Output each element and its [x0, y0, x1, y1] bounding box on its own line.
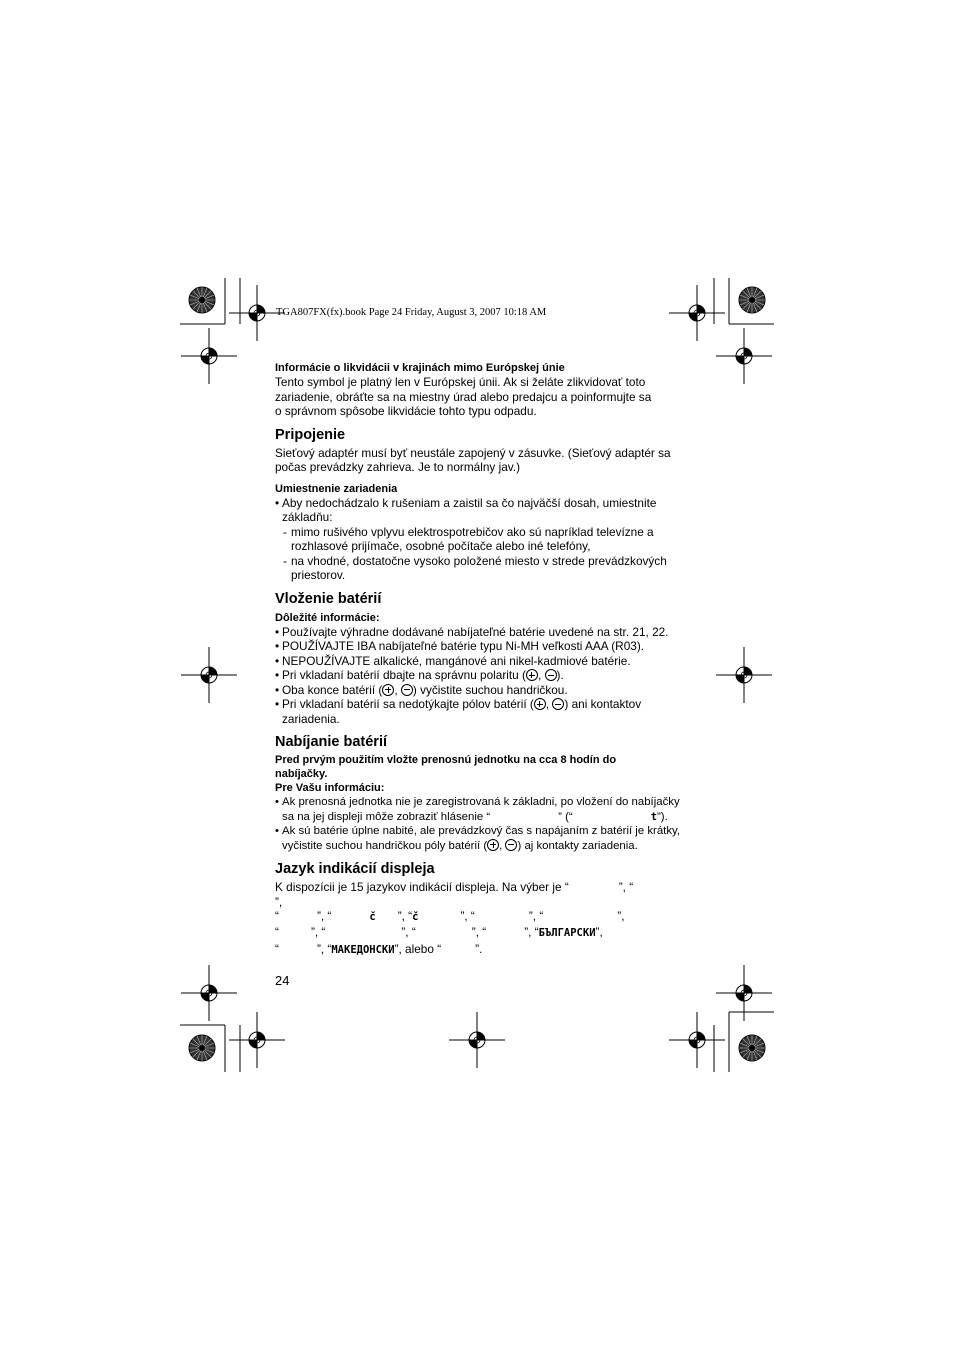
crosshair-icon [716, 647, 772, 703]
batteries-heading: Vloženie batérií [275, 590, 382, 607]
minus-pole-icon [505, 839, 517, 851]
minus-pole-icon [401, 684, 413, 696]
list-item: • Používajte výhradne dodávané nabíjateľné batérie uvedené na str. 21, 22. [275, 624, 669, 639]
list-item: • POUŽÍVAJTE IBA nabíjateľné batérie typu Ni-MH veľkosti AAA (R03). [275, 639, 645, 653]
important-heading: Dôležité informácie: [275, 611, 380, 624]
language-heading: Jazyk indikácií displeja [275, 861, 435, 877]
info-heading: Pre Vašu informáciu: [275, 782, 385, 794]
list-item: - na vhodné, dostatočne vysoko položené miesto v strede prevádzkových priestorov. [283, 553, 667, 582]
crosshair-icon [449, 1012, 505, 1068]
crosshair-icon [716, 965, 772, 1021]
language-line: “ ”, “МАКЕДОНСКИ”, alebo “ ”. [275, 942, 483, 956]
connection-line: počas prevádzky zahrieva. Je to normálny jav.) [275, 460, 521, 474]
color-target-icon [739, 287, 765, 313]
crosshair-icon [669, 285, 725, 341]
language-line: “ ”, “ č ”, “č ”, “ ”, “ ”, [275, 909, 625, 923]
plus-pole-icon [526, 669, 538, 681]
list-item: • Ak prenosná jednotka nie je zaregistrovaná k základni, po vložení do nabíjačky sa na jej displeji môže zobraziť hlásenie “ ” (“ t”). [275, 796, 680, 823]
charging-heading: Nabíjanie batérií [275, 734, 388, 750]
connection-line: Sieťový adaptér musí byť neustále zapojený v zásuvke. (Sieťový adaptér sa [275, 445, 671, 460]
disposal-line: o správnom spôsobe likvidácie tohto typu odpadu. [275, 404, 537, 418]
plus-pole-icon [382, 684, 394, 696]
language-line: “ ”, “ ”, “ ”, “ ”, “БЪЛГАРСКИ”, [275, 924, 603, 939]
list-item: • NEPOUŽÍVAJTE alkalické, mangánové ani nikel-kadmiové batérie. [275, 653, 631, 668]
placement-heading: Umiestnenie zariadenia [275, 482, 398, 495]
color-target-icon [189, 1035, 215, 1061]
crosshair-icon [181, 965, 237, 1021]
minus-pole-icon [552, 698, 564, 710]
color-target-icon [739, 1035, 765, 1061]
crosshair-icon [181, 328, 237, 384]
disposal-heading: Informácie o likvidácii v krajinách mimo Európskej únie [275, 362, 565, 374]
plus-pole-icon [534, 698, 546, 710]
disposal-line: Tento symbol je platný len v Európskej únii. Ak si želáte zlikvidovať toto [275, 375, 646, 389]
list-item: • Aby nedochádzalo k rušeniam a zaistil sa čo najväčší dosah, umiestnite základňu: [275, 495, 657, 524]
list-item: - mimo rušivého vplyvu elektrospotrebičov ako sú napríklad televízne a rozhlasové prijímače, osobné počítače alebo iné telefóny, [283, 524, 654, 553]
list-item: • Oba konce batérií ( , ) vyčistite suchou handričkou. [275, 682, 568, 697]
plus-pole-icon [487, 839, 499, 851]
disposal-line: zariadenie, obráťte sa na miestny úrad alebo predajcu a poinformujte sa [275, 389, 652, 404]
page-content [275, 361, 685, 958]
language-line: K dispozícii je 15 jazykov indikácií displeja. Na výber je “ ”, “”, [275, 880, 634, 909]
file-info-header: TGA807FX(fx).book Page 24 Friday, August 3, 2007 10:18 AM [276, 307, 547, 318]
crosshair-icon [181, 647, 237, 703]
color-target-icon [189, 287, 215, 313]
page-number: 24 [275, 973, 290, 988]
crosshair-icon [716, 328, 772, 384]
list-item: • Pri vkladaní batérií dbajte na správnu polaritu ( , ). [275, 668, 564, 682]
crosshair-icon [229, 1012, 285, 1068]
crosshair-icon [669, 1012, 725, 1068]
list-item: • Ak sú batérie úplne nabité, ale prevádzkový čas s napájaním z batérií je krátky, vyčistite suchou handričkou póly batérií ( , ) aj kontakty zariadenia. [275, 825, 681, 852]
charging-note: Pred prvým použitím vložte prenosnú jednotku na cca 8 hodín do nabíjačky. [275, 754, 617, 780]
list-item: • Pri vkladaní batérií sa nedotýkajte pólov batérií ( , ) ani kontaktov zariadenia. [275, 697, 642, 726]
connection-heading: Pripojenie [275, 426, 346, 443]
minus-pole-icon [545, 669, 557, 681]
